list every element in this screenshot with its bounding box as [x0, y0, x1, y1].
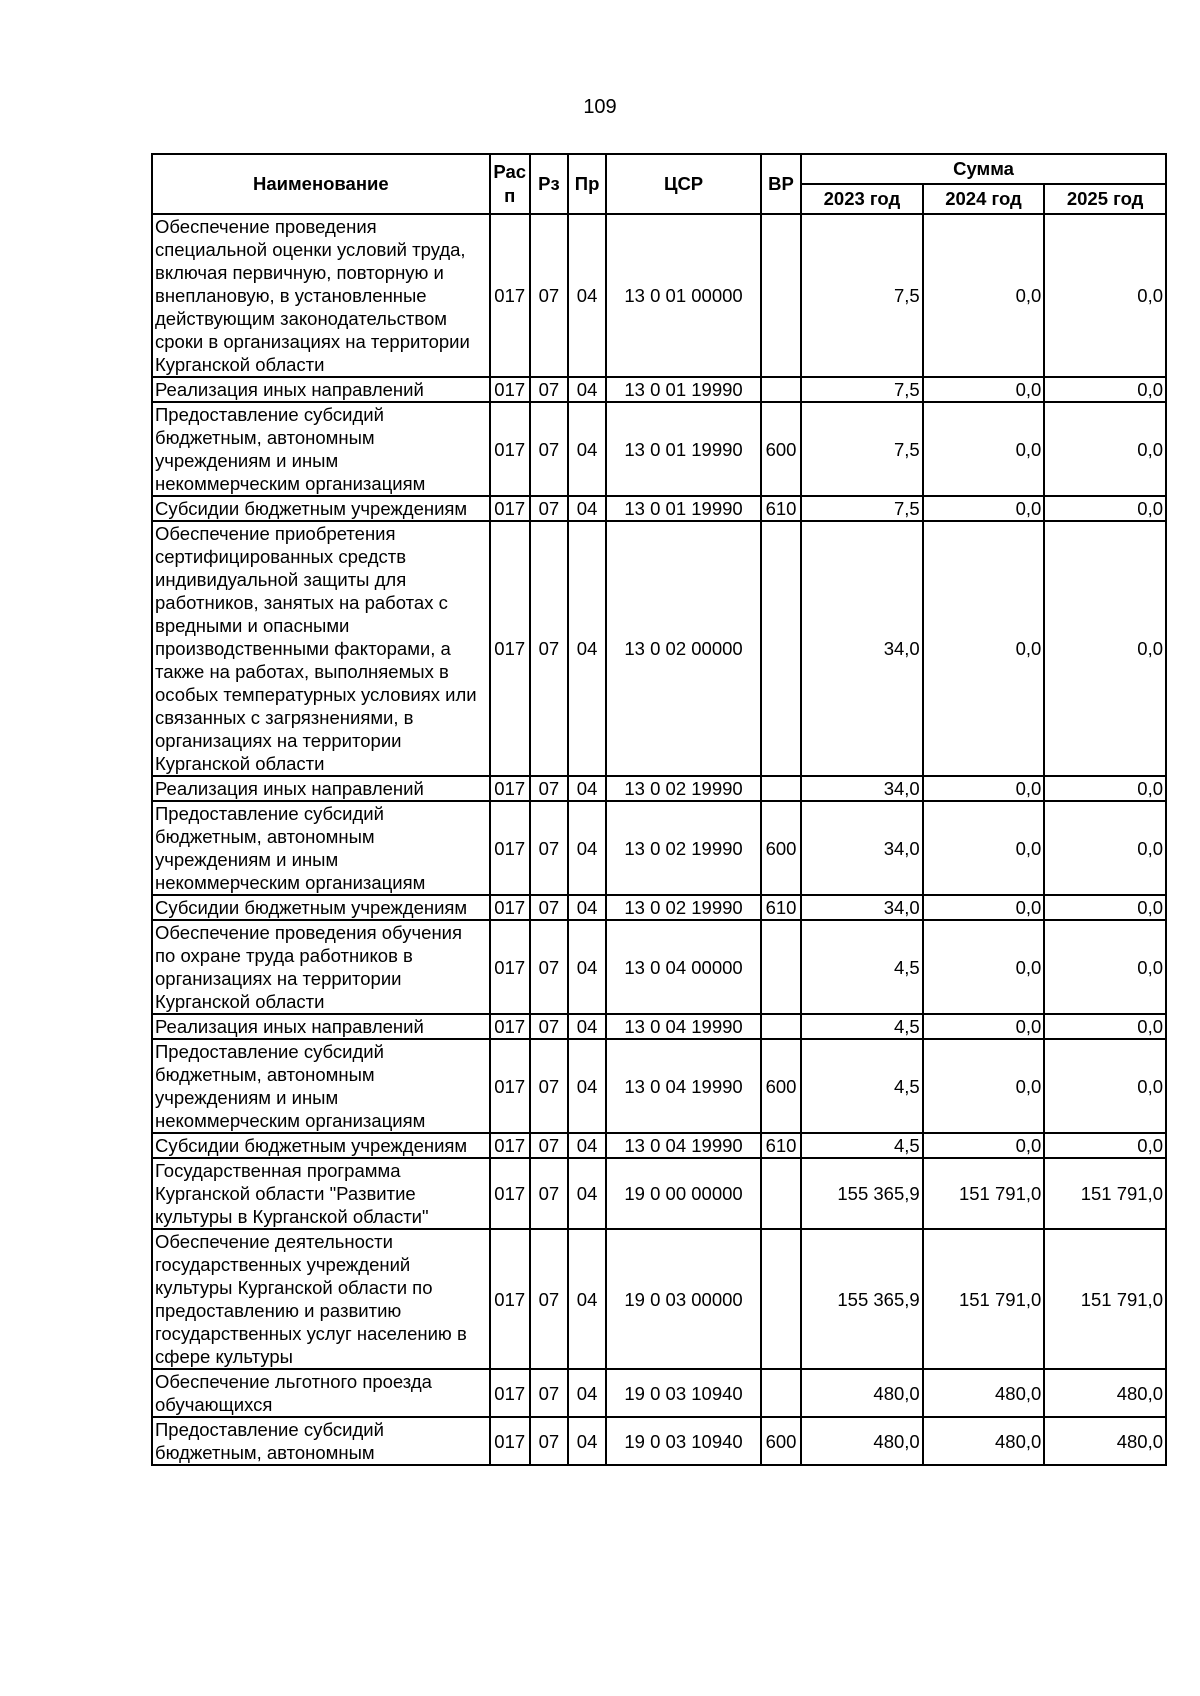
row-vr: 610 — [761, 1133, 801, 1158]
row-csr: 13 0 01 19990 — [606, 496, 761, 521]
row-vr — [761, 1014, 801, 1039]
table-row — [152, 496, 1166, 521]
budget-table — [151, 153, 1167, 1466]
row-name: Обеспечение приобретения сертифицированных средств индивидуальной защиты для работников, занятых на работах с вредными и опасными производственными факторами, а также на работах, выполняемых в особых температурных условиях или связанных с загрязнениями, в организациях на территории Курганской области — [152, 521, 490, 776]
row-name: Субсидии бюджетным учреждениям — [152, 1133, 490, 1158]
row-name: Предоставление субсидий бюджетным, автономным — [152, 1417, 490, 1465]
row-sum-2025: 0,0 — [1044, 1039, 1166, 1133]
row-vr — [761, 521, 801, 776]
row-pr: 04 — [568, 402, 606, 496]
row-csr: 19 0 03 10940 — [606, 1369, 761, 1417]
row-sum-2023: 34,0 — [801, 776, 923, 801]
row-csr: 13 0 02 00000 — [606, 521, 761, 776]
row-sum-2023: 155 365,9 — [801, 1158, 923, 1229]
row-csr: 19 0 03 10940 — [606, 1417, 761, 1465]
row-rz: 07 — [530, 801, 568, 895]
row-name: Реализация иных направлений — [152, 377, 490, 402]
row-sum-2025: 0,0 — [1044, 1014, 1166, 1039]
row-sum-2025: 0,0 — [1044, 214, 1166, 377]
row-vr — [761, 1229, 801, 1369]
row-pr: 04 — [568, 1133, 606, 1158]
row-sum-2024: 0,0 — [923, 402, 1045, 496]
row-csr: 13 0 01 19990 — [606, 402, 761, 496]
row-rasp: 017 — [490, 1014, 530, 1039]
row-sum-2025: 0,0 — [1044, 801, 1166, 895]
row-rz: 07 — [530, 521, 568, 776]
table-row — [152, 1417, 1166, 1465]
row-sum-2025: 0,0 — [1044, 496, 1166, 521]
row-sum-2023: 480,0 — [801, 1369, 923, 1417]
header-vr: ВР — [761, 154, 801, 214]
row-rz: 07 — [530, 895, 568, 920]
row-sum-2024: 0,0 — [923, 920, 1045, 1014]
row-rasp: 017 — [490, 1039, 530, 1133]
row-name: Обеспечение проведения специальной оценки условий труда, включая первичную, повторную и внеплановую, в установленные действующим законодательством сроки в организациях на территории Курганской области — [152, 214, 490, 377]
row-rasp: 017 — [490, 1417, 530, 1465]
row-rz: 07 — [530, 214, 568, 377]
table-row — [152, 895, 1166, 920]
row-pr: 04 — [568, 1369, 606, 1417]
table-row — [152, 776, 1166, 801]
row-name: Предоставление субсидий бюджетным, автономным учреждениям и иным некоммерческим организациям — [152, 1039, 490, 1133]
row-vr — [761, 214, 801, 377]
header-rasp: Рас п — [490, 154, 530, 214]
row-sum-2025: 151 791,0 — [1044, 1158, 1166, 1229]
row-csr: 13 0 04 19990 — [606, 1133, 761, 1158]
row-csr: 13 0 01 19990 — [606, 377, 761, 402]
row-csr: 13 0 02 19990 — [606, 895, 761, 920]
table-header — [152, 154, 1166, 214]
row-csr: 13 0 04 19990 — [606, 1014, 761, 1039]
row-rz: 07 — [530, 1229, 568, 1369]
row-vr — [761, 776, 801, 801]
row-vr: 610 — [761, 895, 801, 920]
row-sum-2025: 0,0 — [1044, 895, 1166, 920]
table-row — [152, 1133, 1166, 1158]
row-sum-2025: 0,0 — [1044, 1133, 1166, 1158]
row-sum-2025: 480,0 — [1044, 1417, 1166, 1465]
row-name: Обеспечение льготного проезда обучающихся — [152, 1369, 490, 1417]
row-csr: 13 0 01 00000 — [606, 214, 761, 377]
table-body — [152, 214, 1166, 1465]
row-sum-2024: 0,0 — [923, 377, 1045, 402]
row-sum-2023: 155 365,9 — [801, 1229, 923, 1369]
row-name: Обеспечение деятельности государственных учреждений культуры Курганской области по предоставлению и развитию государственных услуг населению в сфере культуры — [152, 1229, 490, 1369]
row-rz: 07 — [530, 1039, 568, 1133]
row-sum-2025: 0,0 — [1044, 402, 1166, 496]
row-pr: 04 — [568, 521, 606, 776]
header-csr: ЦСР — [606, 154, 761, 214]
row-pr: 04 — [568, 496, 606, 521]
row-name: Обеспечение проведения обучения по охране труда работников в организациях на территории Курганской области — [152, 920, 490, 1014]
row-rz: 07 — [530, 496, 568, 521]
row-vr — [761, 1369, 801, 1417]
row-rasp: 017 — [490, 496, 530, 521]
header-year-2024: 2024 год — [923, 184, 1045, 214]
row-csr: 13 0 04 19990 — [606, 1039, 761, 1133]
row-pr: 04 — [568, 801, 606, 895]
row-name: Реализация иных направлений — [152, 776, 490, 801]
row-rasp: 017 — [490, 214, 530, 377]
row-sum-2023: 4,5 — [801, 1039, 923, 1133]
row-rz: 07 — [530, 920, 568, 1014]
row-pr: 04 — [568, 377, 606, 402]
row-name: Субсидии бюджетным учреждениям — [152, 895, 490, 920]
row-sum-2025: 151 791,0 — [1044, 1229, 1166, 1369]
row-rasp: 017 — [490, 377, 530, 402]
row-vr — [761, 920, 801, 1014]
table-row — [152, 1369, 1166, 1417]
row-pr: 04 — [568, 1158, 606, 1229]
row-vr: 600 — [761, 402, 801, 496]
row-vr: 600 — [761, 1039, 801, 1133]
row-rasp: 017 — [490, 1158, 530, 1229]
row-pr: 04 — [568, 1417, 606, 1465]
row-sum-2024: 0,0 — [923, 1133, 1045, 1158]
row-rasp: 017 — [490, 801, 530, 895]
row-pr: 04 — [568, 895, 606, 920]
row-rasp: 017 — [490, 776, 530, 801]
row-rasp: 017 — [490, 1229, 530, 1369]
table-row — [152, 920, 1166, 1014]
row-sum-2025: 0,0 — [1044, 776, 1166, 801]
row-name: Государственная программа Курганской области "Развитие культуры в Курганской области" — [152, 1158, 490, 1229]
table-row — [152, 214, 1166, 377]
row-rasp: 017 — [490, 521, 530, 776]
row-rz: 07 — [530, 1014, 568, 1039]
row-rasp: 017 — [490, 920, 530, 1014]
table-row — [152, 1014, 1166, 1039]
table-row — [152, 801, 1166, 895]
row-sum-2023: 4,5 — [801, 920, 923, 1014]
row-sum-2024: 151 791,0 — [923, 1229, 1045, 1369]
row-sum-2024: 0,0 — [923, 496, 1045, 521]
row-csr: 13 0 04 00000 — [606, 920, 761, 1014]
row-rasp: 017 — [490, 1133, 530, 1158]
row-sum-2024: 0,0 — [923, 1039, 1045, 1133]
row-rasp: 017 — [490, 1369, 530, 1417]
row-sum-2024: 0,0 — [923, 895, 1045, 920]
row-sum-2023: 7,5 — [801, 214, 923, 377]
table-row — [152, 521, 1166, 776]
row-sum-2024: 0,0 — [923, 801, 1045, 895]
header-pr: Пр — [568, 154, 606, 214]
row-sum-2023: 7,5 — [801, 402, 923, 496]
row-name: Субсидии бюджетным учреждениям — [152, 496, 490, 521]
row-sum-2025: 0,0 — [1044, 521, 1166, 776]
row-sum-2024: 0,0 — [923, 214, 1045, 377]
row-vr — [761, 1158, 801, 1229]
row-name: Реализация иных направлений — [152, 1014, 490, 1039]
row-pr: 04 — [568, 776, 606, 801]
row-sum-2023: 34,0 — [801, 801, 923, 895]
table-row — [152, 1158, 1166, 1229]
row-rasp: 017 — [490, 402, 530, 496]
row-sum-2025: 0,0 — [1044, 920, 1166, 1014]
row-pr: 04 — [568, 1014, 606, 1039]
row-csr: 13 0 02 19990 — [606, 776, 761, 801]
row-sum-2024: 0,0 — [923, 776, 1045, 801]
row-sum-2023: 34,0 — [801, 895, 923, 920]
row-pr: 04 — [568, 214, 606, 377]
row-sum-2024: 480,0 — [923, 1417, 1045, 1465]
row-rz: 07 — [530, 1369, 568, 1417]
row-sum-2025: 480,0 — [1044, 1369, 1166, 1417]
header-year-2025: 2025 год — [1044, 184, 1166, 214]
row-pr: 04 — [568, 1039, 606, 1133]
row-name: Предоставление субсидий бюджетным, автономным учреждениям и иным некоммерческим организациям — [152, 801, 490, 895]
row-csr: 19 0 00 00000 — [606, 1158, 761, 1229]
row-rz: 07 — [530, 1158, 568, 1229]
row-sum-2023: 34,0 — [801, 521, 923, 776]
row-sum-2024: 480,0 — [923, 1369, 1045, 1417]
row-sum-2024: 0,0 — [923, 1014, 1045, 1039]
table-row — [152, 402, 1166, 496]
row-vr: 600 — [761, 801, 801, 895]
row-csr: 19 0 03 00000 — [606, 1229, 761, 1369]
row-name: Предоставление субсидий бюджетным, автономным учреждениям и иным некоммерческим организациям — [152, 402, 490, 496]
row-sum-2023: 7,5 — [801, 377, 923, 402]
row-rz: 07 — [530, 377, 568, 402]
row-sum-2024: 0,0 — [923, 521, 1045, 776]
table-row — [152, 1039, 1166, 1133]
row-sum-2023: 7,5 — [801, 496, 923, 521]
page-number: 109 — [583, 96, 617, 118]
row-sum-2025: 0,0 — [1044, 377, 1166, 402]
header-year-2023: 2023 год — [801, 184, 923, 214]
row-rz: 07 — [530, 776, 568, 801]
row-sum-2023: 4,5 — [801, 1133, 923, 1158]
row-vr — [761, 377, 801, 402]
row-csr: 13 0 02 19990 — [606, 801, 761, 895]
table-row — [152, 1229, 1166, 1369]
row-sum-2023: 4,5 — [801, 1014, 923, 1039]
header-name: Наименование — [152, 154, 490, 214]
table-row — [152, 377, 1166, 402]
row-vr: 610 — [761, 496, 801, 521]
row-pr: 04 — [568, 920, 606, 1014]
row-rz: 07 — [530, 1133, 568, 1158]
row-rasp: 017 — [490, 895, 530, 920]
row-rz: 07 — [530, 1417, 568, 1465]
row-sum-2024: 151 791,0 — [923, 1158, 1045, 1229]
row-rz: 07 — [530, 402, 568, 496]
header-rz: Рз — [530, 154, 568, 214]
row-sum-2023: 480,0 — [801, 1417, 923, 1465]
row-vr: 600 — [761, 1417, 801, 1465]
header-sum: Сумма — [801, 154, 1166, 184]
row-pr: 04 — [568, 1229, 606, 1369]
